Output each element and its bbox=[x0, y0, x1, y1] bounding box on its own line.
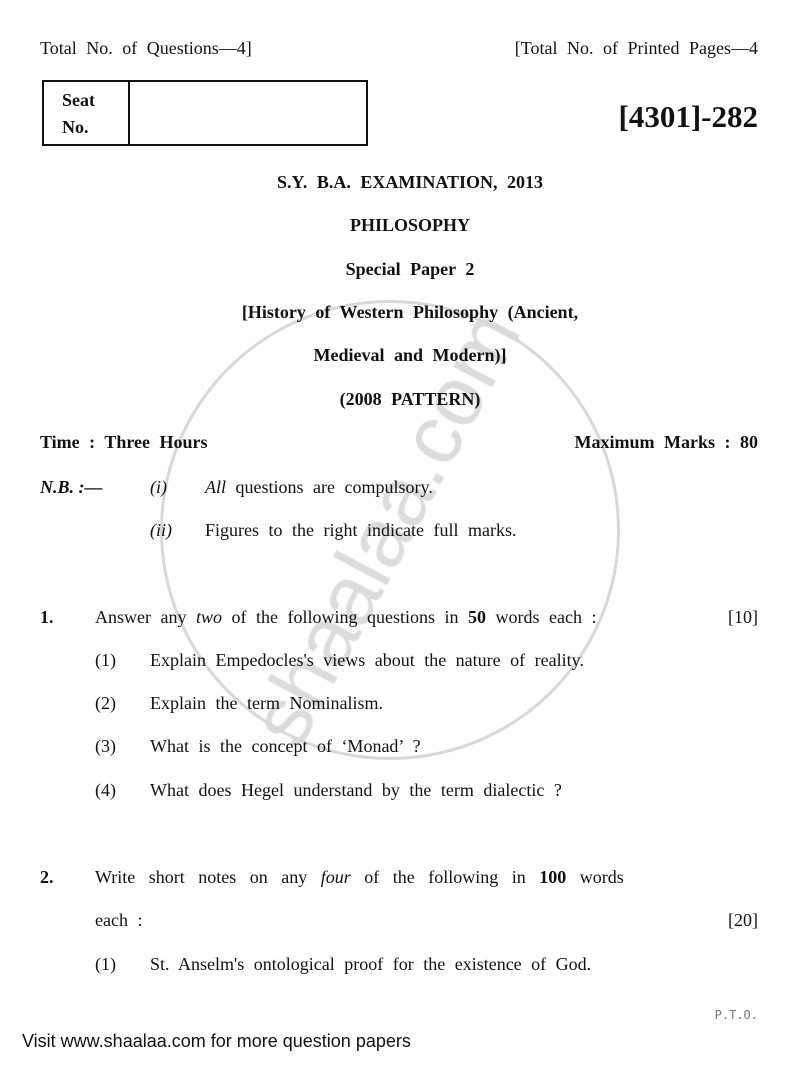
nb-item: All questions are compulsory. bbox=[205, 477, 433, 497]
seat-number-box bbox=[42, 80, 368, 146]
seat-box-divider bbox=[128, 82, 130, 144]
total-pages: [Total No. of Printed Pages—4 bbox=[514, 38, 758, 58]
nb-num: (ii) bbox=[150, 520, 172, 540]
pto: P.T.O. bbox=[714, 1008, 758, 1022]
sub-num: (2) bbox=[95, 693, 116, 713]
exam-title: S.Y. B.A. EXAMINATION, 2013 bbox=[276, 172, 544, 192]
question-text-cont: each : bbox=[95, 910, 143, 930]
question-text: Answer any two of the following questions in 50 words each : bbox=[95, 607, 597, 627]
paper-code: [4301]-282 bbox=[618, 99, 758, 134]
question-text: Write short notes on any four of the following in 100 words bbox=[95, 867, 624, 887]
sub-question: Explain Empedocles's views about the nature of reality. bbox=[150, 650, 584, 670]
nb-item: Figures to the right indicate full marks. bbox=[205, 520, 517, 540]
question-marks: [20] bbox=[728, 910, 758, 930]
total-questions: Total No. of Questions—4] bbox=[40, 38, 252, 58]
seat-label: Seat bbox=[62, 90, 95, 110]
question-number: 2. bbox=[40, 867, 54, 887]
paper-name: Special Paper 2 bbox=[345, 259, 475, 279]
nb-num: (i) bbox=[150, 477, 167, 497]
sub-num: (1) bbox=[95, 954, 116, 974]
max-marks: Maximum Marks : 80 bbox=[574, 432, 758, 452]
question-number: 1. bbox=[40, 607, 54, 627]
question-marks: [10] bbox=[728, 607, 758, 627]
sub-question: What is the concept of ‘Monad’ ? bbox=[150, 736, 421, 756]
sub-num: (3) bbox=[95, 736, 116, 756]
sub-question: What does Hegel understand by the term dialectic ? bbox=[150, 780, 562, 800]
sub-question: Explain the term Nominalism. bbox=[150, 693, 383, 713]
sub-num: (1) bbox=[95, 650, 116, 670]
pattern: (2008 PATTERN) bbox=[339, 389, 481, 409]
nb-label: N.B. :— bbox=[40, 477, 103, 497]
course-line-2: Medieval and Modern)] bbox=[313, 345, 507, 365]
seat-no-label: No. bbox=[62, 117, 89, 137]
subject: PHILOSOPHY bbox=[349, 215, 470, 235]
time: Time : Three Hours bbox=[40, 432, 208, 452]
sub-num: (4) bbox=[95, 780, 116, 800]
sub-question: St. Anselm's ontological proof for the existence of God. bbox=[150, 954, 592, 974]
course-line-1: [History of Western Philosophy (Ancient, bbox=[241, 302, 579, 322]
footer-link[interactable]: Visit www.shaalaa.com for more question papers bbox=[22, 1031, 411, 1051]
